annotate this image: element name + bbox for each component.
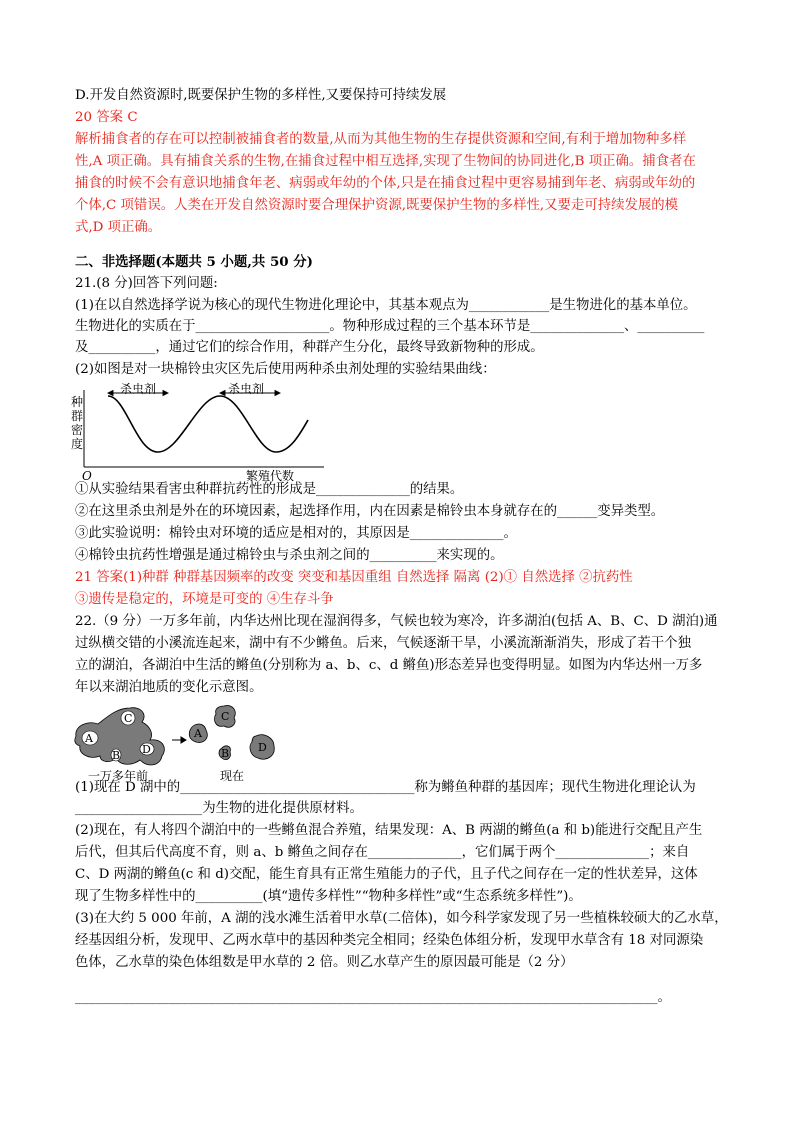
q21-density-curve-figure [68, 382, 338, 488]
q21-1-line3: 及__________，通过它们的综合作用，种群产生分化，最终导致新物种的形成。 [75, 340, 544, 355]
density-curve [108, 396, 308, 452]
lake-label-before-a: A [85, 732, 93, 745]
lakes-ten-thousand-years-ago [75, 708, 165, 765]
lake-label-now-a: A [194, 727, 202, 740]
lake-label-before-d: D [142, 743, 151, 756]
svg-text:群: 群 [71, 409, 84, 423]
q22-3-line4: _______________________________________________________________________________________。 [75, 990, 671, 1005]
q20-analysis-3: 捕食的时候不会有意识地捕食年老、病弱或年幼的个体,只是在捕食过程中更容易捕到年老、病弱或年幼的 [75, 176, 696, 191]
q20-analysis-1: 解析捕食者的存在可以控制被捕食者的数量,从而为其他生物的生存提供资源和空间,有利于增加物种多样 [75, 132, 687, 147]
svg-text:度: 度 [71, 437, 84, 451]
q22-2-line2: 后代，但其后代高度不育，则 a、b 鳉鱼之间存在______________，它们属于两个______________；来自 [75, 845, 690, 860]
q20-analysis-4: 个体,C 项错误。人类在开发自然资源时要合理保护资源,既要保护生物的多样性,又要走可持续发展的模 [75, 198, 679, 213]
q22-3-line2: 经基因组分析，发现甲、乙两水草中的基因种类完全相同；经染色体组分析，发现甲水草含有 18 对同源染 [75, 933, 704, 948]
section-title: 二、非选择题(本题共 5 小题,共 50 分) [75, 254, 314, 270]
q21-2-d: ④棉铃虫抗药性增强是通过棉铃虫与杀虫剂之间的__________来实现的。 [75, 548, 504, 563]
q21-stem: 21.(8 分)回答下列问题: [75, 276, 218, 291]
q20-analysis-2: 性,A 项正确。具有捕食关系的生物,在捕食过程中相互选择,实现了生物间的协同进化,B 项正确。捕食者在 [75, 154, 696, 169]
q22-2-line4: 现了生物多样性中的__________(填“遗传多样性”“物种多样性”或“生态系统多样性”)。 [75, 889, 582, 904]
q21-answer-2: ③遗传是稳定的，环境是可变的 ④生存斗争 [75, 592, 334, 607]
q21-1-line2: 生物进化的实质在于____________________。物种形成过程的三个基本环节是______________、__________ [75, 319, 705, 334]
q21-2-b: ②在这里杀虫剂是外在的环境因素，起选择作用，内在因素是棉铃虫本身就存在的______变异类型。 [75, 504, 665, 519]
svg-text:密: 密 [71, 423, 84, 437]
svg-text:种: 种 [71, 395, 84, 409]
q21-2-a: ①从实验结果看害虫种群抗药性的形成是______________的结果。 [75, 482, 464, 497]
q22-1-line1: (1)现在 D 湖中的___________________________________称为鳉鱼种群的基因库；现代生物进化理论认为 [75, 780, 696, 795]
q21-2-c: ③此实验说明：棉铃虫对环境的适应是相对的，其原因是______________。 [75, 526, 517, 541]
origin-label: O [82, 469, 92, 483]
q22-1-line2: ___________________为生物的进化提供原材料。 [75, 801, 363, 816]
q22-3-line3: 色体，乙水草的染色体组数是甲水草的 2 倍。则乙水草产生的原因最可能是（2 分） [75, 955, 574, 970]
q22-lakes-figure [70, 700, 290, 786]
lakes-now [189, 706, 274, 760]
q22-3-line1: (3)在大约 5 000 年前，A 湖的浅水滩生活着甲水草(二倍体)，如今科学家发现了另一些植株较硕大的乙水草， [75, 911, 728, 926]
q21-1-line1: (1)在以自然选择学说为核心的现代生物进化理论中，其基本观点为____________是生物进化的基本单位。 [75, 298, 697, 313]
caption-now: 现在 [220, 769, 245, 783]
lake-label-now-c: C [221, 710, 230, 723]
insecticide-label-2: 杀虫剂 [228, 382, 265, 396]
lake-label-before-c: C [124, 712, 133, 725]
arrow-before-to-now [172, 737, 186, 743]
lake-label-before-b: B [112, 749, 121, 762]
q22-stem-2: 过纵横交错的小溪流连起来，湖中有不少鳉鱼。后来，气候逐渐干旱，小溪流渐渐消失，形成了若干个独 [75, 636, 691, 651]
x-axis-label: 繁殖代数 [246, 469, 295, 483]
y-axis-label [71, 395, 83, 451]
q22-stem-4: 年以来湖泊地质的变化示意图。 [75, 680, 263, 695]
q22-stem-1: 22.（9 分）一万多年前，内华达州比现在湿润得多，气候也较为寒冷，许多湖泊(包括 A、B、C、D 湖泊)通 [75, 614, 718, 629]
q22-2-line1: (2)现在，有人将四个湖泊中的一些鳉鱼混合养殖，结果发现：A、B 两湖的鳉鱼(a 和 b)能进行交配且产生 [75, 823, 703, 838]
q20-answer: 20 答案 C [75, 110, 138, 125]
q22-2-line3: C、D 两湖的鳉鱼(c 和 d)交配，能生育具有正常生殖能力的子代，且子代之间存在一定的性状差异，这体 [75, 867, 698, 882]
lake-label-now-b: B [221, 747, 230, 760]
lake-label-now-d: D [258, 741, 267, 754]
q20-analysis-5: 式,D 项正确。 [75, 220, 162, 235]
insecticide-label-1: 杀虫剂 [120, 382, 157, 396]
caption-ten-thousand-years-ago: 一万多年前 [88, 769, 149, 783]
q21-2-intro: (2)如图是对一块棉铃虫灾区先后使用两种杀虫剂处理的实验结果曲线： [75, 362, 496, 377]
q20-option-d: D.开发自然资源时,既要保护生物的多样性,又要保持可持续发展 [75, 88, 447, 103]
q22-stem-3: 立的湖泊，各湖泊中生活的鳉鱼(分别称为 a、b、c、d 鳉鱼)形态差异也变得明显。如图为内华达州一万多 [75, 658, 703, 673]
q21-answer-1: 21 答案(1)种群 种群基因频率的改变 突变和基因重组 自然选择 隔离 (2)① 自然选择 ②抗药性 [75, 570, 633, 585]
